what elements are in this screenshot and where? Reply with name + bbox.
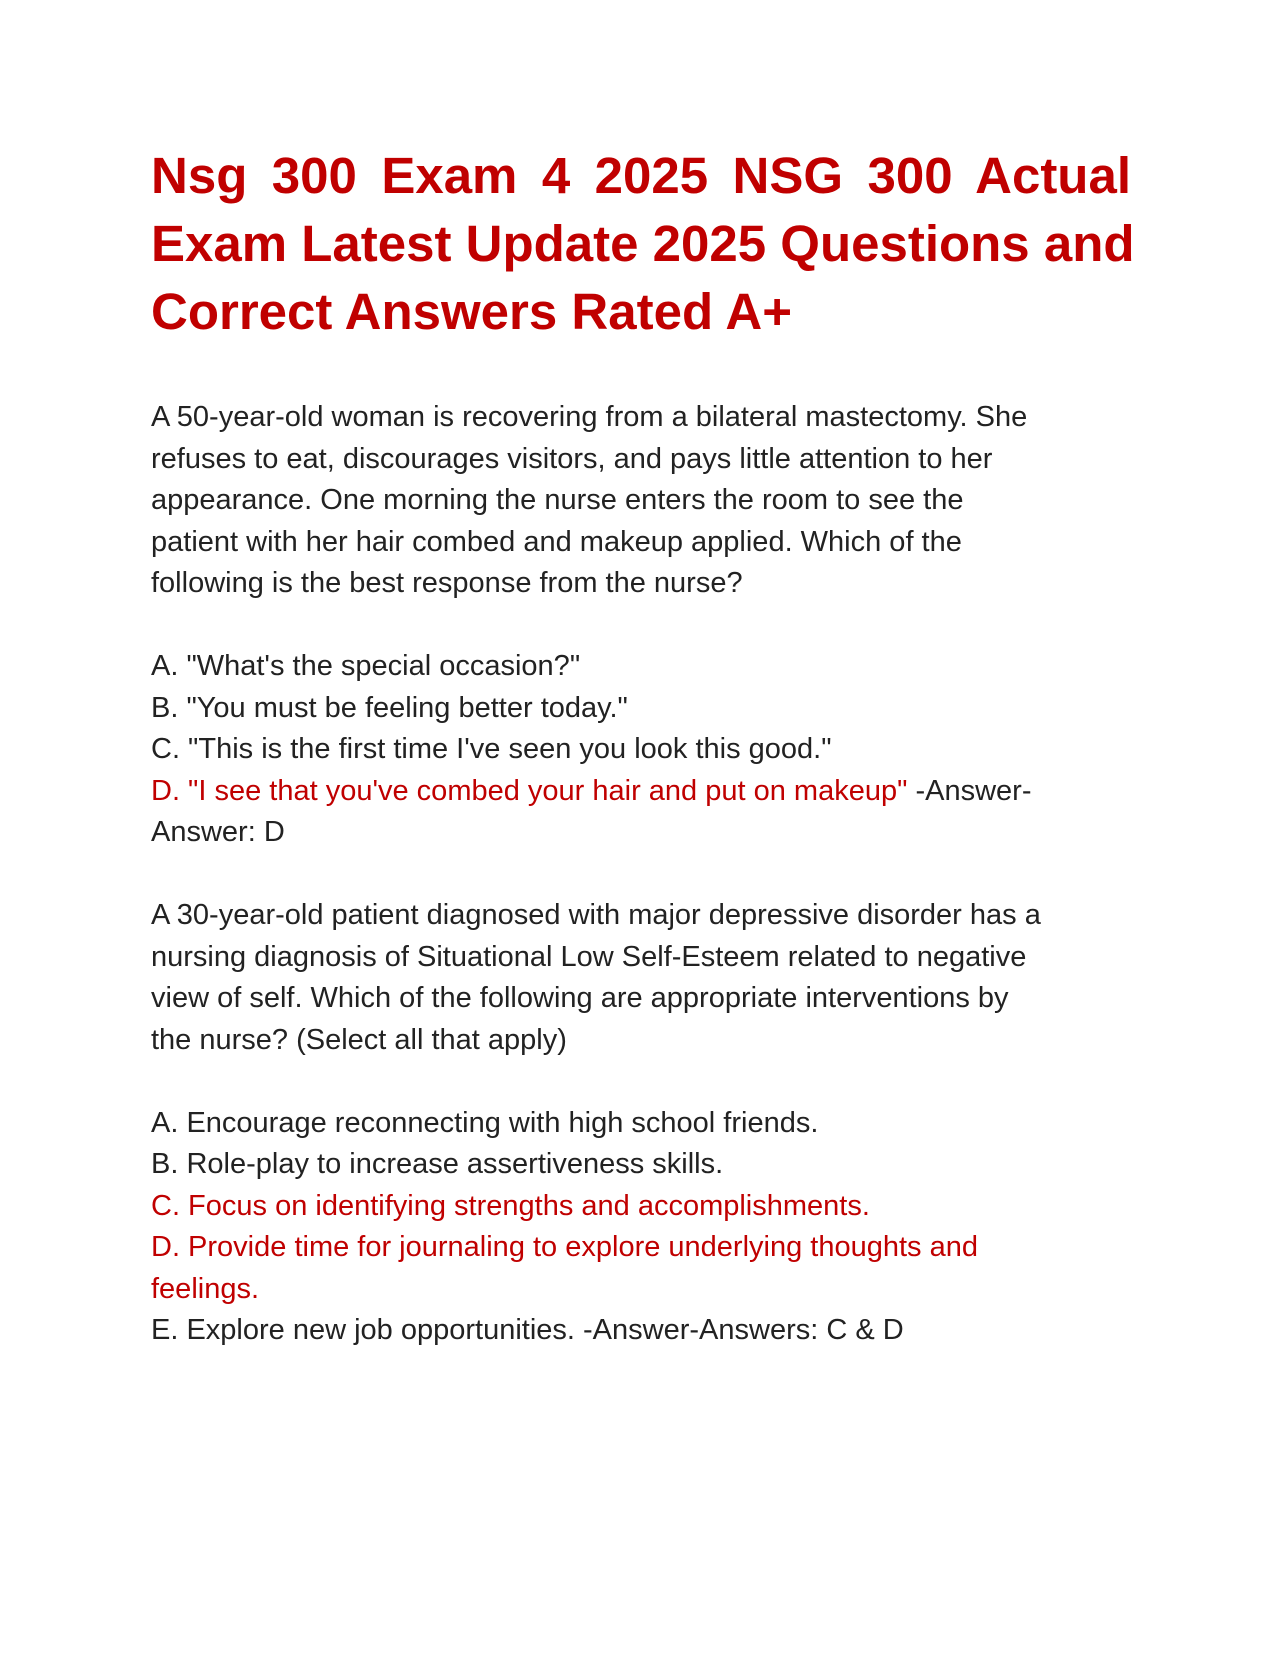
question-1-stem-line: appearance. One morning the nurse enters the room to see the (151, 484, 964, 516)
question-2-option-a: A. Encourage reconnecting with high school friends. (151, 1106, 819, 1139)
question-1 (151, 397, 1131, 854)
question-2-stem (151, 895, 1131, 1061)
question-2-correct-option-d: D. Provide time for journaling to explore underlying thoughts and (151, 1231, 978, 1263)
question-1-stem-line: patient with her hair combed and makeup applied. Which of the (151, 525, 962, 558)
question-2-correct-option-c: C. Focus on identifying strengths and accomplishments. (151, 1189, 870, 1222)
question-1-stem-line: A 50-year-old woman is recovering from a bilateral mastectomy. She (151, 401, 1028, 433)
question-2-option-e-answer: E. Explore new job opportunities. -Answer-Answers: C & D (151, 1314, 904, 1346)
question-1-option-d-line (151, 771, 1131, 813)
question-2 (151, 895, 1131, 1352)
question-1-answer-suffix: -Answer- (907, 774, 1032, 807)
question-1-stem-line: following is the best response from the nurse? (151, 567, 743, 599)
question-2-stem-line: A 30-year-old patient diagnosed with major depressive disorder has a (151, 899, 1041, 931)
question-2-correct-option-d-cont: feelings. (151, 1272, 260, 1305)
title-line-1: Nsg 300 Exam 4 2025 NSG 300 Actual (151, 147, 1131, 204)
question-2-stem-line: nursing diagnosis of Situational Low Self-Esteem related to negative (151, 940, 1027, 973)
question-1-correct-option: D. "I see that you've combed your hair and put on makeup" (151, 774, 908, 807)
question-2-stem-line: view of self. Which of the following are appropriate interventions by (151, 982, 1009, 1014)
question-1-stem (151, 397, 1131, 605)
question-1-option-a: A. "What's the special occasion?" (151, 650, 581, 682)
question-2-option-b: B. Role-play to increase assertiveness skills. (151, 1148, 724, 1180)
title-line-3: Correct Answers Rated A+ (151, 283, 793, 340)
document-page (151, 142, 1135, 1352)
question-1-answer: Answer: D (151, 816, 285, 848)
document-title (151, 142, 1135, 346)
question-2-stem-line: the nurse? (Select all that apply) (151, 1023, 567, 1056)
question-2-options (151, 1103, 1131, 1352)
question-1-option-b: B. "You must be feeling better today." (151, 691, 628, 724)
question-1-options (151, 646, 1131, 854)
question-1-option-c: C. "This is the first time I've seen you look this good." (151, 733, 832, 765)
title-line-2: Exam Latest Update 2025 Questions and (151, 215, 1135, 272)
question-1-stem-line: refuses to eat, discourages visitors, and pays little attention to her (151, 442, 993, 475)
